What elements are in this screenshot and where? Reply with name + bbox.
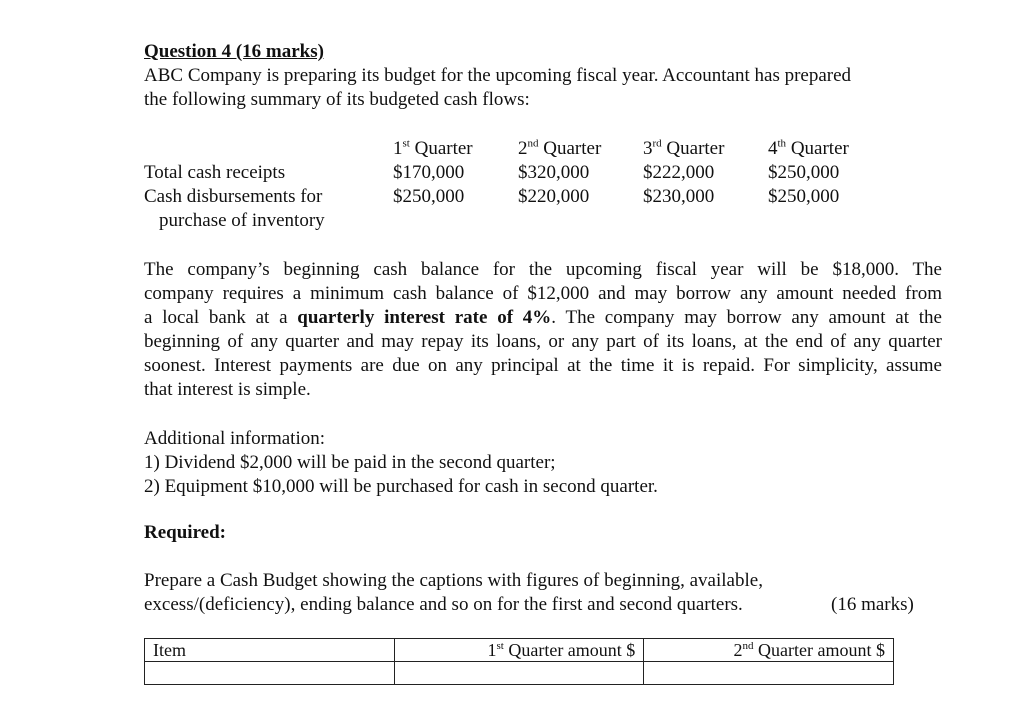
paragraph-line-2: company requires a minimum cash balance of $12,000 and may borrow any amount needed from <box>144 283 942 304</box>
quarter-4-header: 4th Quarter <box>768 137 849 159</box>
receipts-label: Total cash receipts <box>144 162 286 183</box>
required-heading: Required: <box>144 522 226 543</box>
receipts-q3: $222,000 <box>643 162 715 183</box>
answer-col-q1: 1st Quarter amount $ <box>394 639 644 662</box>
paragraph-line-1: The company’s beginning cash balance for the upcoming fiscal year will be $18,000. The <box>144 259 942 280</box>
required-line-2: excess/(deficiency), ending balance and so on for the first and second quarters. <box>144 594 743 615</box>
intro-line-2: the following summary of its budgeted cash flows: <box>144 89 530 110</box>
answer-cell-q1[interactable] <box>394 662 644 685</box>
question-title: Question 4 (16 marks) <box>144 41 324 62</box>
paragraph-line-5: soonest. Interest payments are due on any principal at the time it is repaid. For simplicity, assume <box>144 355 942 376</box>
quarter-1-header: 1st Quarter <box>393 137 473 159</box>
disbursements-q4: $250,000 <box>768 186 840 207</box>
disbursements-label-1: Cash disbursements for <box>144 186 323 207</box>
intro-line-1: ABC Company is preparing its budget for the upcoming fiscal year. Accountant has prepared <box>144 65 852 86</box>
answer-col-q2: 2nd Quarter amount $ <box>644 639 894 662</box>
receipts-q4: $250,000 <box>768 162 840 183</box>
answer-cell-item[interactable] <box>145 662 395 685</box>
paragraph-line-6: that interest is simple. <box>144 379 311 400</box>
disbursements-q1: $250,000 <box>393 186 465 207</box>
answer-cell-q2[interactable] <box>644 662 894 685</box>
paragraph-line-4: beginning of any quarter and may repay its loans, or any part of its loans, at the end of any quarter <box>144 331 942 352</box>
required-marks: (16 marks) <box>831 594 914 615</box>
interest-rate-emphasis: quarterly interest rate of 4% <box>297 307 552 328</box>
quarter-3-header: 3rd Quarter <box>643 137 725 159</box>
additional-item-1: 1) Dividend $2,000 will be paid in the second quarter; <box>144 452 556 473</box>
paragraph-line-3: a local bank at a quarterly interest rate of 4%. The company may borrow any amount at the <box>144 307 942 328</box>
receipts-q1: $170,000 <box>393 162 465 183</box>
additional-heading: Additional information: <box>144 428 326 449</box>
answer-table <box>144 638 894 685</box>
answer-table-empty-row <box>145 662 894 685</box>
required-line-1: Prepare a Cash Budget showing the captions with figures of beginning, available, <box>144 570 763 591</box>
quarter-2-header: 2nd Quarter <box>518 137 602 159</box>
answer-col-item: Item <box>145 639 395 662</box>
disbursements-label-2: purchase of inventory <box>159 210 325 231</box>
additional-item-2: 2) Equipment $10,000 will be purchased for cash in second quarter. <box>144 476 658 497</box>
disbursements-q2: $220,000 <box>518 186 590 207</box>
receipts-q2: $320,000 <box>518 162 590 183</box>
answer-table-header-row <box>145 639 894 662</box>
disbursements-q3: $230,000 <box>643 186 715 207</box>
